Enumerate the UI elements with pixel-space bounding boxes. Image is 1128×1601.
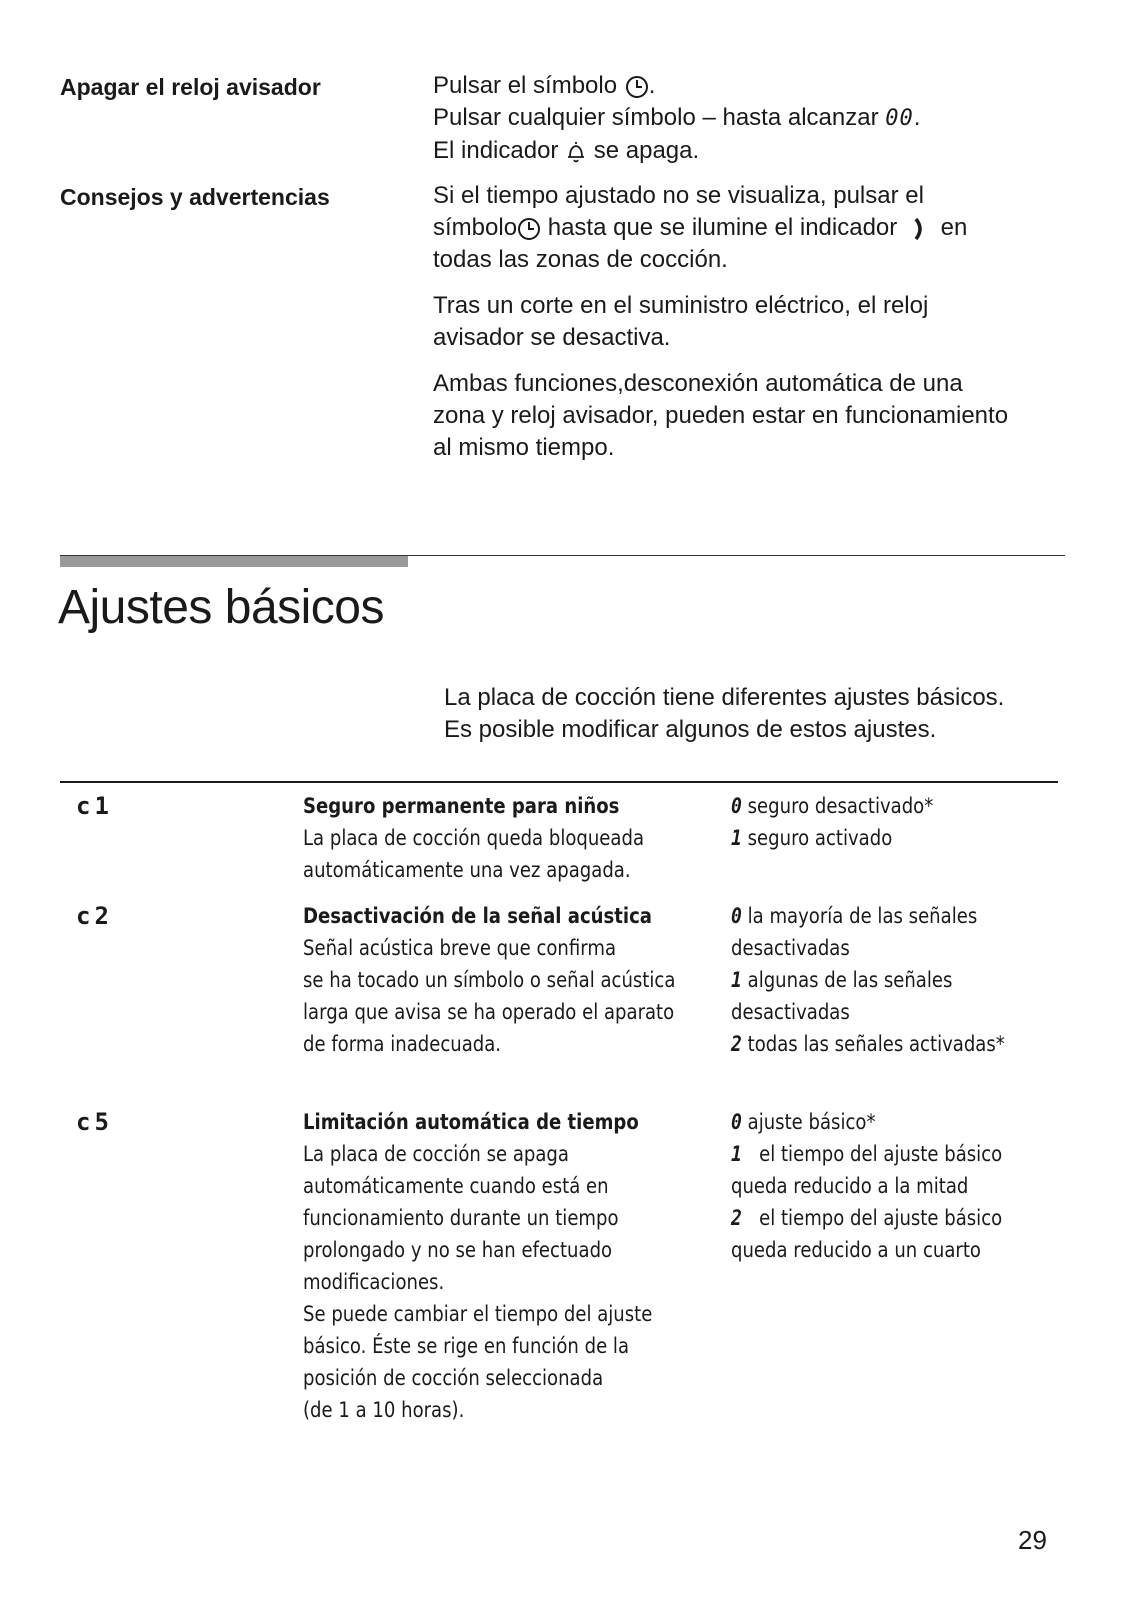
desc-line: modificaciones.: [303, 1270, 445, 1294]
intro-line-2: Es posible modificar algunos de estos ajustes.: [444, 716, 937, 743]
setting-code-c5: c5: [76, 1108, 113, 1136]
option-text-cont: queda reducido a la mitad: [731, 1174, 969, 1198]
option-text: el tiempo del ajuste básico: [759, 1206, 1003, 1230]
desc-line: automáticamente cuando está en: [303, 1174, 609, 1198]
setting-title: Seguro permanente para niños: [303, 794, 620, 818]
setting-c5-desc: [303, 1106, 652, 1426]
text-hasta-que: hasta que se ilumine el indicador: [547, 214, 898, 241]
option-text: ajuste básico*: [747, 1110, 876, 1134]
timer-clock-icon: [625, 75, 649, 99]
option-digit: 2: [731, 1206, 742, 1230]
option-text: seguro desactivado*: [747, 794, 934, 818]
setting-title: Limitación automática de tiempo: [303, 1110, 639, 1134]
option-digit: 1: [731, 826, 742, 850]
desc-line: La placa de cocción queda bloqueada: [303, 826, 645, 850]
setting-code-c1: c1: [76, 792, 113, 820]
text-consejos-p3-l2: zona y reloj avisador, pueden estar en funcionamiento: [433, 402, 1009, 429]
setting-code-c2: c2: [76, 902, 113, 930]
option-text-cont: desactivadas: [731, 936, 850, 960]
desc-line: Señal acústica breve que confirma: [303, 936, 617, 960]
option-digit: 2: [731, 1032, 742, 1056]
option-digit: 0: [731, 904, 742, 928]
section-consejos-body: [433, 180, 1008, 464]
text-pulsar-simbolo: Pulsar el símbolo: [433, 72, 618, 99]
table-rule: [60, 781, 1058, 783]
option-text: el tiempo del ajuste básico: [759, 1142, 1003, 1166]
option-digit: 1: [731, 968, 742, 992]
label-consejos: Consejos y advertencias: [60, 184, 330, 210]
option-digit: 1: [731, 1142, 742, 1166]
option-digit: 0: [731, 1110, 742, 1134]
label-apagar-reloj: Apagar el reloj avisador: [60, 74, 321, 100]
desc-line: (de 1 a 10 horas).: [303, 1398, 465, 1422]
page-title: Ajustes básicos: [58, 581, 384, 634]
setting-c2-desc: [303, 900, 675, 1060]
desc-line: prolongado y no se han efectuado: [303, 1238, 613, 1262]
text-consejos-p1-l3: todas las zonas de cocción.: [433, 246, 728, 273]
heading-rule-accent: [60, 556, 408, 567]
timer-indicator-icon: [908, 216, 930, 242]
option-text-cont: queda reducido a un cuarto: [731, 1238, 981, 1262]
text-se-apaga: se apaga.: [593, 137, 700, 164]
timer-clock-icon: [517, 217, 541, 241]
desc-line: La placa de cocción se apaga: [303, 1142, 569, 1166]
option-text: algunas de las señales: [747, 968, 953, 992]
intro-line-1: La placa de cocción tiene diferentes ajustes básicos.: [444, 684, 1005, 711]
option-text-cont: desactivadas: [731, 1000, 850, 1024]
display-00-icon: 00: [885, 106, 914, 131]
text-period: .: [648, 72, 656, 99]
desc-line: básico. Éste se rige en función de la: [303, 1334, 630, 1358]
text-consejos-p3-l3: al mismo tiempo.: [433, 434, 615, 461]
text-period-2: .: [913, 104, 921, 131]
option-digit: 0: [731, 794, 742, 818]
text-consejos-p2-l1: Tras un corte en el suministro eléctrico, el reloj: [433, 292, 929, 319]
text-simbolo: símbolo: [433, 214, 518, 241]
page-number: 29: [1018, 1525, 1047, 1555]
text-consejos-p3-l1: Ambas funciones,desconexión automática de una: [433, 370, 963, 397]
setting-c5-options: [731, 1106, 1002, 1266]
desc-line: se ha tocado un símbolo o señal acústica: [303, 968, 676, 992]
text-pulsar-cualquier: Pulsar cualquier símbolo – hasta alcanzar: [433, 104, 879, 131]
desc-line: Se puede cambiar el tiempo del ajuste: [303, 1302, 653, 1326]
text-consejos-p2-l2: avisador se desactiva.: [433, 324, 671, 351]
desc-line: funcionamiento durante un tiempo: [303, 1206, 619, 1230]
bell-indicator-icon: [565, 140, 587, 164]
intro: [444, 682, 1004, 746]
section-apagar-body: [433, 70, 920, 167]
setting-c1-desc: [303, 790, 644, 886]
setting-c2-options: [731, 900, 1005, 1060]
text-el-indicador: El indicador: [433, 137, 559, 164]
option-text: todas las señales activadas*: [747, 1032, 1005, 1056]
text-en: en: [940, 214, 968, 241]
desc-line: de forma inadecuada.: [303, 1032, 502, 1056]
text-consejos-p1-l1: Si el tiempo ajustado no se visualiza, pulsar el: [433, 182, 924, 209]
desc-line: automáticamente una vez apagada.: [303, 858, 631, 882]
desc-line: larga que avisa se ha operado el aparato: [303, 1000, 675, 1024]
option-text: seguro activado: [747, 826, 893, 850]
setting-title: Desactivación de la señal acústica: [303, 904, 652, 928]
desc-line: posición de cocción seleccionada: [303, 1366, 604, 1390]
setting-c1-options: [731, 790, 933, 854]
option-text: la mayoría de las señales: [747, 904, 978, 928]
